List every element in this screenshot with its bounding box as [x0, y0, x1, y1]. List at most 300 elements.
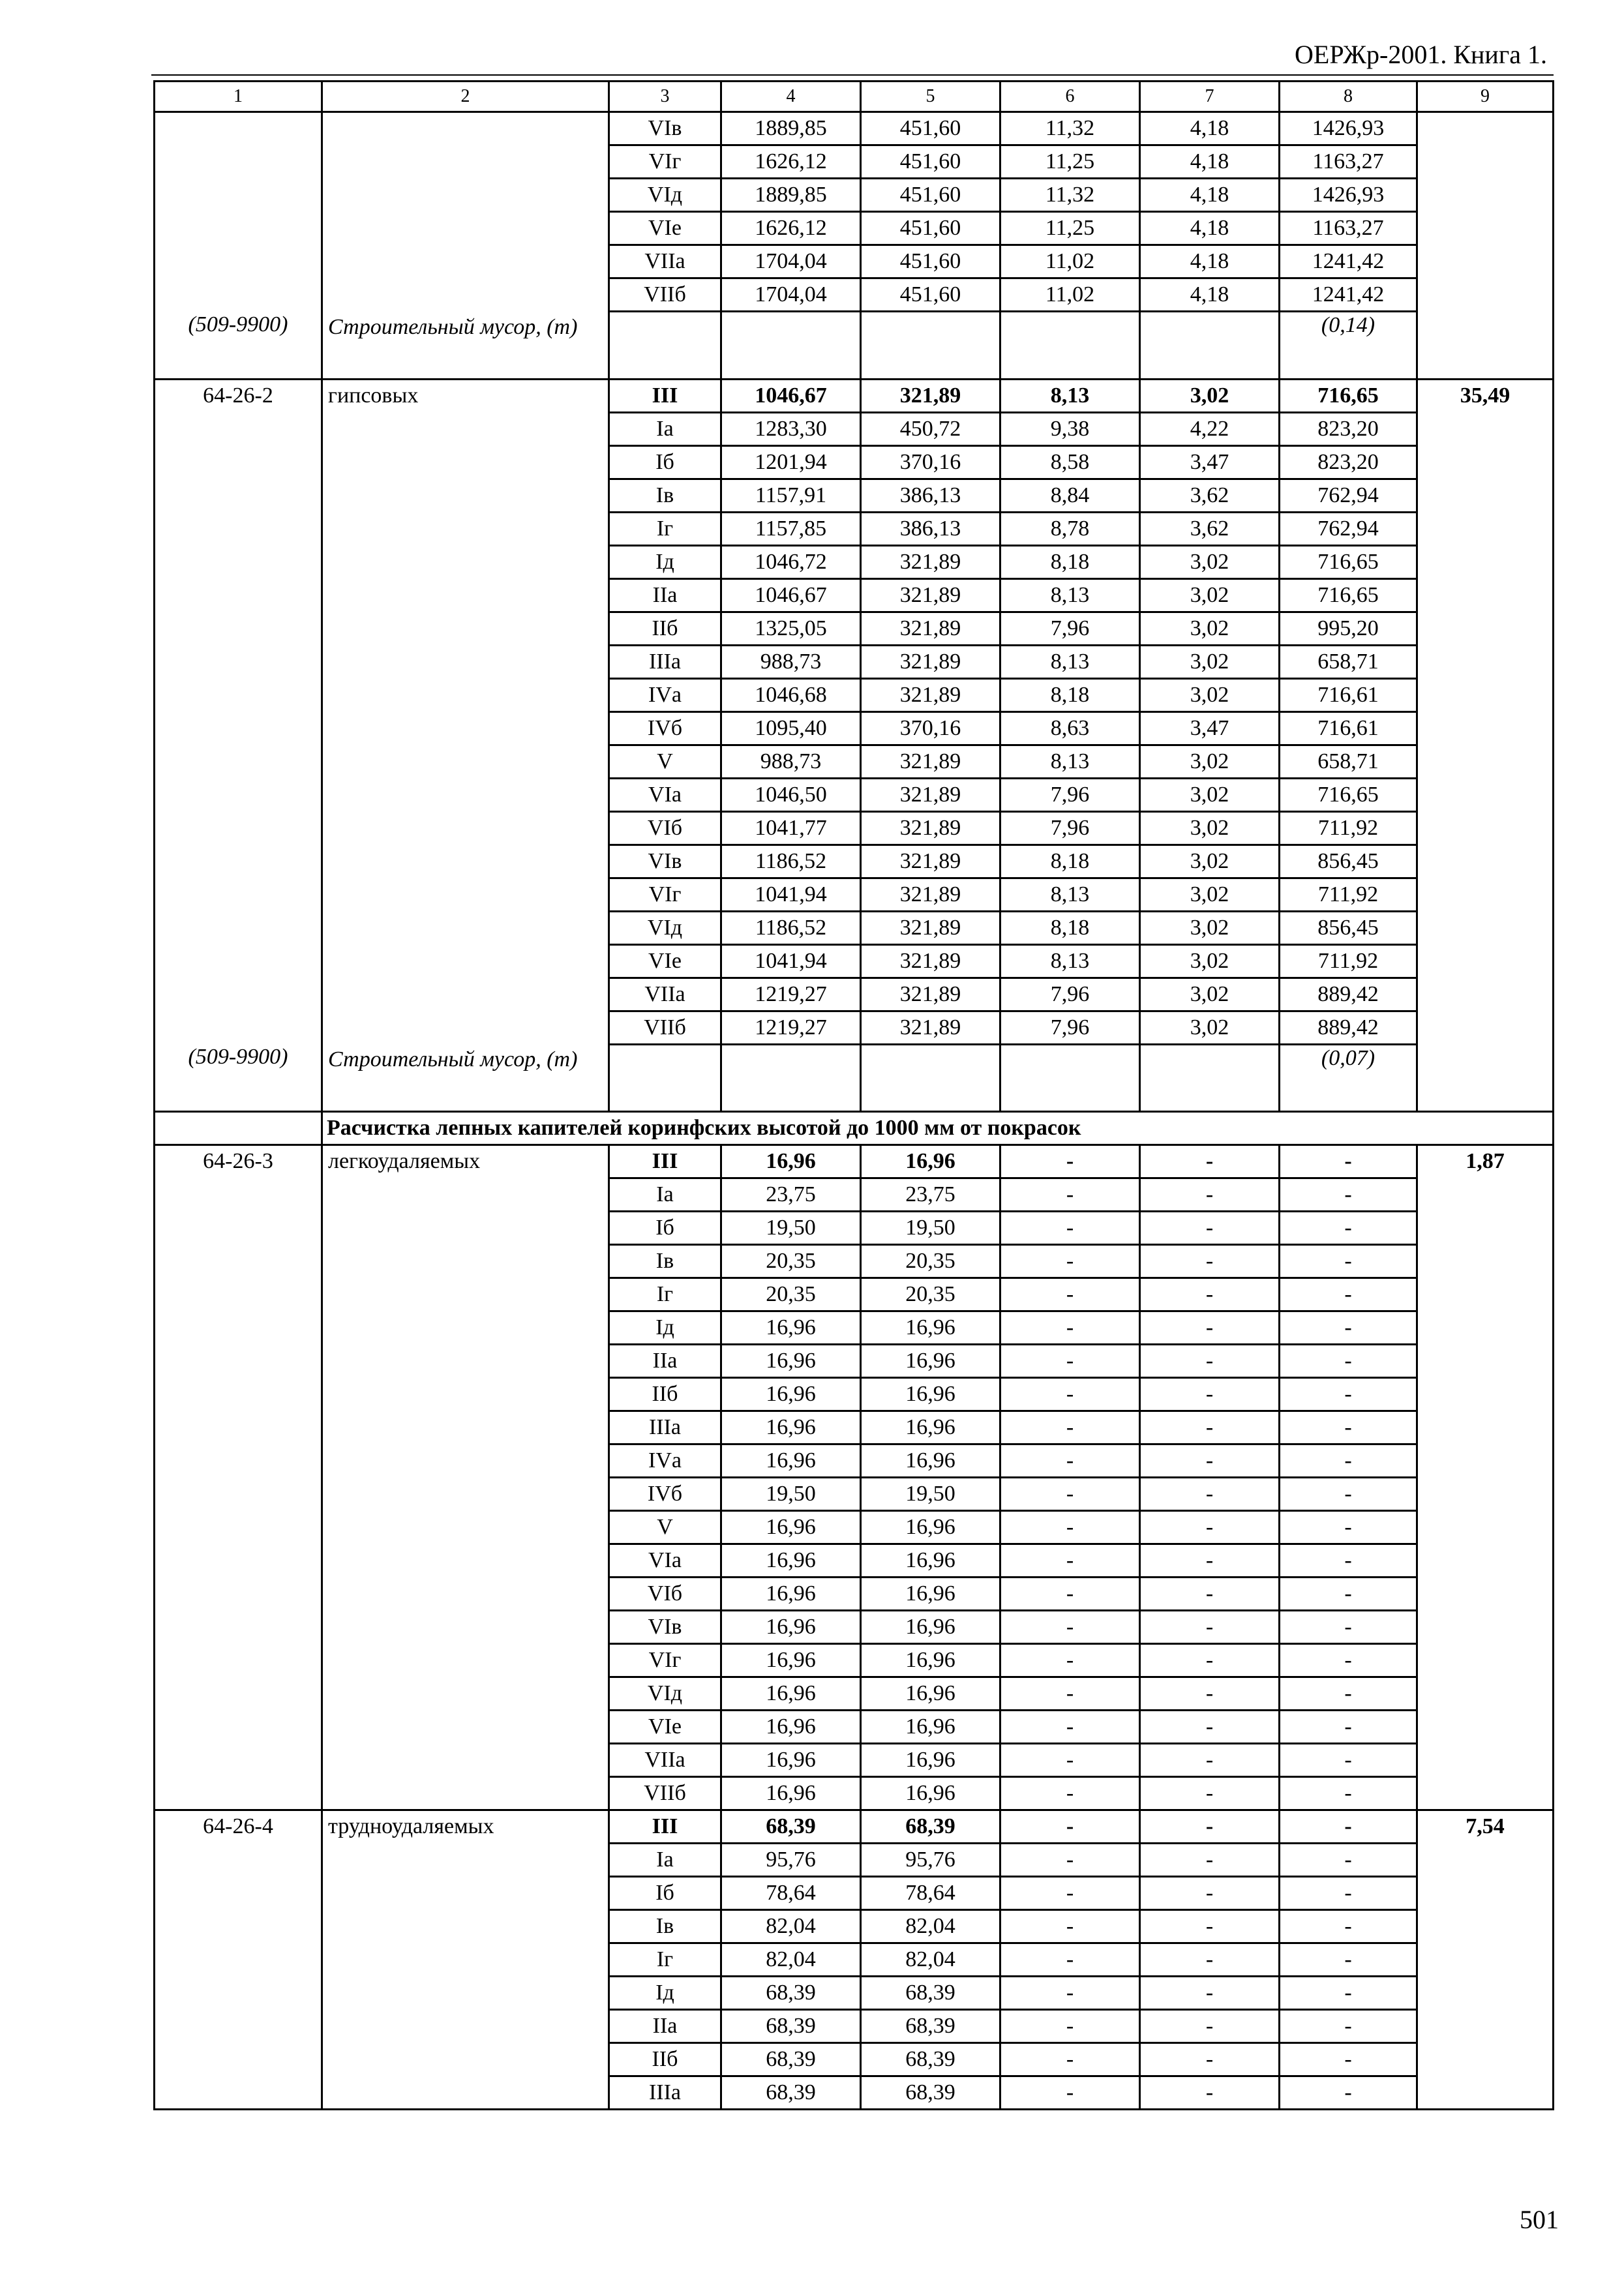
empty-cell: [721, 1044, 861, 1112]
cell-wages: 16,96: [861, 1644, 1000, 1677]
cell-machine-costs: -: [1000, 1744, 1140, 1777]
cell-wages: 386,13: [861, 479, 1000, 512]
waste-code: (509-9900): [155, 1044, 322, 1112]
cell-wages: 16,96: [861, 1777, 1000, 1810]
item-code: 64-26-4: [155, 1810, 322, 2110]
cell-machine-costs: -: [1000, 1212, 1140, 1245]
cell-machinist-wages: 3,02: [1140, 1011, 1280, 1044]
cell-direct-costs: 1704,04: [721, 245, 861, 278]
cell-wages: 370,16: [861, 445, 1000, 479]
cell-wages: 16,96: [861, 1511, 1000, 1544]
cell-price-group: VIб: [609, 811, 721, 845]
cell-materials: -: [1280, 1345, 1417, 1378]
cell-price-group: VIг: [609, 1644, 721, 1677]
cell-price-group: IIIа: [609, 1411, 721, 1444]
cell-price-group: IIIа: [609, 645, 721, 678]
cell-wages: 451,60: [861, 212, 1000, 245]
cell-materials: -: [1280, 1711, 1417, 1744]
cell-machine-costs: 11,02: [1000, 245, 1140, 278]
cell-direct-costs: 20,35: [721, 1278, 861, 1311]
cell-wages: 321,89: [861, 1011, 1000, 1044]
cell-price-group: VIе: [609, 944, 721, 978]
cell-direct-costs: 16,96: [721, 1644, 861, 1677]
cell-wages: 321,89: [861, 379, 1000, 412]
cell-wages: 95,76: [861, 1844, 1000, 1877]
cell-machine-costs: -: [1000, 1378, 1140, 1411]
cell-direct-costs: 1889,85: [721, 112, 861, 145]
cell-machinist-wages: 3,02: [1140, 645, 1280, 678]
cell-materials: -: [1280, 1212, 1417, 1245]
section-title: Расчистка лепных капителей коринфских высотой до 1000 мм от покрасок: [322, 1112, 1554, 1145]
cell-direct-costs: 16,96: [721, 1777, 861, 1810]
cell-materials: 1163,27: [1280, 212, 1417, 245]
cell-machinist-wages: -: [1140, 1345, 1280, 1378]
cell-wages: 16,96: [861, 1145, 1000, 1178]
cell-materials: -: [1280, 1844, 1417, 1877]
cell-direct-costs: 68,39: [721, 2076, 861, 2110]
cell-machinist-wages: -: [1140, 1245, 1280, 1278]
cell-price-group: V: [609, 745, 721, 778]
cell-machinist-wages: 3,02: [1140, 612, 1280, 645]
cell-price-group: III: [609, 1145, 721, 1178]
rates-table-body: [155, 82, 1554, 2110]
cell-wages: 16,96: [861, 1345, 1000, 1378]
cell-price-group: VIд: [609, 1677, 721, 1711]
cell-direct-costs: 16,96: [721, 1378, 861, 1411]
cell-machinist-wages: -: [1140, 1212, 1280, 1245]
empty-cell: [861, 1044, 1000, 1112]
cell-machinist-wages: -: [1140, 2010, 1280, 2043]
cell-price-group: Iд: [609, 1311, 721, 1345]
cell-materials: 716,65: [1280, 379, 1417, 412]
cell-machine-costs: 8,63: [1000, 711, 1140, 745]
cell-machinist-wages: -: [1140, 1611, 1280, 1644]
cell-machinist-wages: 3,47: [1140, 711, 1280, 745]
cell-direct-costs: 1046,50: [721, 778, 861, 811]
cell-direct-costs: 68,39: [721, 2043, 861, 2076]
cell-price-group: IVа: [609, 678, 721, 711]
cell-price-group: Iв: [609, 1910, 721, 1943]
cell-direct-costs: 16,96: [721, 1145, 861, 1178]
cell-direct-costs: 68,39: [721, 1810, 861, 1844]
cell-direct-costs: 1704,04: [721, 278, 861, 312]
cell-wages: 68,39: [861, 2043, 1000, 2076]
cell-machinist-wages: 3,62: [1140, 512, 1280, 545]
cell-wages: 16,96: [861, 1378, 1000, 1411]
cell-price-group: Iа: [609, 412, 721, 445]
construction-waste-row: [155, 1044, 1554, 1112]
cell-materials: 762,94: [1280, 479, 1417, 512]
cell-machine-costs: 7,96: [1000, 612, 1140, 645]
empty-cell: [1417, 1044, 1554, 1112]
cell-wages: 321,89: [861, 811, 1000, 845]
cell-materials: -: [1280, 1977, 1417, 2010]
cell-wages: 19,50: [861, 1478, 1000, 1511]
cell-materials: -: [1280, 1810, 1417, 1844]
cell-machinist-wages: 3,02: [1140, 778, 1280, 811]
cell-materials: -: [1280, 2043, 1417, 2076]
cell-wages: 20,35: [861, 1245, 1000, 1278]
cell-wages: 20,35: [861, 1278, 1000, 1311]
cell-machinist-wages: -: [1140, 2043, 1280, 2076]
cell-materials: -: [1280, 1544, 1417, 1578]
cell-machinist-wages: 3,02: [1140, 811, 1280, 845]
cell-machinist-wages: 3,02: [1140, 379, 1280, 412]
cell-wages: 68,39: [861, 2076, 1000, 2110]
cell-machine-costs: -: [1000, 1178, 1140, 1212]
cell-machinist-wages: -: [1140, 1943, 1280, 1977]
table-row: [155, 379, 1554, 412]
cell-machine-costs: 8,13: [1000, 645, 1140, 678]
cell-materials: 711,92: [1280, 878, 1417, 911]
cell-price-group: Iг: [609, 1278, 721, 1311]
cell-wages: 451,60: [861, 245, 1000, 278]
cell-machine-costs: 8,78: [1000, 512, 1140, 545]
page-number: 501: [1520, 2205, 1559, 2234]
cell-materials: -: [1280, 1677, 1417, 1711]
cell-wages: 16,96: [861, 1611, 1000, 1644]
col9-cell-continued: [1417, 112, 1554, 312]
cell-machinist-wages: 3,02: [1140, 878, 1280, 911]
cell-wages: 16,96: [861, 1411, 1000, 1444]
cell-price-group: VIе: [609, 1711, 721, 1744]
cell-materials: 711,92: [1280, 944, 1417, 978]
cell-machinist-wages: -: [1140, 1278, 1280, 1311]
cell-price-group: VIIб: [609, 1777, 721, 1810]
cell-price-group: VIв: [609, 112, 721, 145]
cell-price-group: VIа: [609, 1544, 721, 1578]
cell-machine-costs: -: [1000, 1943, 1140, 1977]
cell-wages: 451,60: [861, 278, 1000, 312]
cell-wages: 321,89: [861, 878, 1000, 911]
cell-wages: 23,75: [861, 1178, 1000, 1212]
cell-direct-costs: 20,35: [721, 1245, 861, 1278]
cell-machinist-wages: 3,02: [1140, 911, 1280, 944]
cell-materials: 856,45: [1280, 911, 1417, 944]
cell-price-group: IIа: [609, 2010, 721, 2043]
cell-machine-costs: 11,25: [1000, 212, 1140, 245]
cell-machinist-wages: -: [1140, 1311, 1280, 1345]
cell-price-group: IVб: [609, 711, 721, 745]
cell-wages: 321,89: [861, 612, 1000, 645]
cell-wages: 321,89: [861, 745, 1000, 778]
cell-price-group: V: [609, 1511, 721, 1544]
cell-materials: 658,71: [1280, 745, 1417, 778]
cell-materials: 1426,93: [1280, 179, 1417, 212]
cell-wages: 68,39: [861, 1810, 1000, 1844]
cell-price-group: Iа: [609, 1844, 721, 1877]
cell-price-group: IIIа: [609, 2076, 721, 2110]
column-header: 3: [609, 82, 721, 112]
cell-machinist-wages: 3,02: [1140, 745, 1280, 778]
cell-wages: 16,96: [861, 1544, 1000, 1578]
column-header: 2: [322, 82, 609, 112]
cell-materials: -: [1280, 1378, 1417, 1411]
cell-machine-costs: -: [1000, 1544, 1140, 1578]
empty-cell: [609, 312, 721, 380]
cell-machinist-wages: -: [1140, 1511, 1280, 1544]
cell-machinist-wages: 3,02: [1140, 678, 1280, 711]
cell-price-group: VIIб: [609, 278, 721, 312]
cell-machinist-wages: -: [1140, 1644, 1280, 1677]
empty-cell: [1417, 312, 1554, 380]
cell-machine-costs: -: [1000, 1910, 1140, 1943]
cell-direct-costs: 1219,27: [721, 1011, 861, 1044]
cell-materials: 711,92: [1280, 811, 1417, 845]
cell-direct-costs: 1626,12: [721, 145, 861, 179]
section-title-row: [155, 1112, 1554, 1145]
cell-machinist-wages: -: [1140, 1145, 1280, 1178]
cell-materials: -: [1280, 1411, 1417, 1444]
cell-machinist-wages: 4,18: [1140, 212, 1280, 245]
cell-machinist-wages: -: [1140, 1578, 1280, 1611]
cell-materials: 658,71: [1280, 645, 1417, 678]
cell-wages: 16,96: [861, 1578, 1000, 1611]
empty-cell: [609, 1044, 721, 1112]
cell-price-group: IIб: [609, 2043, 721, 2076]
cell-machine-costs: 8,13: [1000, 578, 1140, 612]
column-header: 6: [1000, 82, 1140, 112]
cell-machinist-wages: -: [1140, 1810, 1280, 1844]
cell-materials: 762,94: [1280, 512, 1417, 545]
cell-price-group: Iг: [609, 512, 721, 545]
cell-machine-costs: -: [1000, 2076, 1140, 2110]
cell-materials: 1426,93: [1280, 112, 1417, 145]
cell-machine-costs: -: [1000, 1877, 1140, 1910]
cell-direct-costs: 1095,40: [721, 711, 861, 745]
cell-direct-costs: 1201,94: [721, 445, 861, 479]
cell-machinist-wages: 3,02: [1140, 944, 1280, 978]
cell-materials: -: [1280, 1245, 1417, 1278]
cell-wages: 321,89: [861, 645, 1000, 678]
cell-machine-costs: -: [1000, 1644, 1140, 1677]
cell-machinist-wages: -: [1140, 1877, 1280, 1910]
table-row: [155, 1810, 1554, 1844]
cell-wages: 386,13: [861, 512, 1000, 545]
cell-machinist-wages: -: [1140, 1977, 1280, 2010]
cell-machine-costs: -: [1000, 1611, 1140, 1644]
cell-wages: 321,89: [861, 845, 1000, 878]
cell-wages: 16,96: [861, 1744, 1000, 1777]
item-name: легкоудаляемых: [322, 1145, 609, 1810]
cell-price-group: Iб: [609, 1877, 721, 1910]
cell-wages: 370,16: [861, 711, 1000, 745]
empty-cell: [1000, 1044, 1140, 1112]
waste-quantity: (0,14): [1280, 312, 1417, 380]
cell-machine-costs: -: [1000, 1711, 1140, 1744]
cell-wages: 16,96: [861, 1311, 1000, 1345]
cell-price-group: Iв: [609, 479, 721, 512]
cell-machinist-wages: -: [1140, 1444, 1280, 1478]
empty-cell: [1140, 1044, 1280, 1112]
cell-machinist-wages: -: [1140, 1777, 1280, 1810]
table-row: [155, 112, 1554, 145]
cell-machine-costs: 7,96: [1000, 978, 1140, 1011]
cell-direct-costs: 16,96: [721, 1711, 861, 1744]
document-header-title: ОЕРЖр-2001. Книга 1.: [1295, 40, 1547, 69]
cell-materials: -: [1280, 2010, 1417, 2043]
cell-price-group: Iд: [609, 1977, 721, 2010]
cell-materials: 716,65: [1280, 578, 1417, 612]
cell-machinist-wages: 4,18: [1140, 245, 1280, 278]
cell-machine-costs: -: [1000, 1245, 1140, 1278]
cell-materials: -: [1280, 1611, 1417, 1644]
cell-direct-costs: 16,96: [721, 1511, 861, 1544]
empty-cell: [1000, 312, 1140, 380]
cell-direct-costs: 1186,52: [721, 911, 861, 944]
cell-wages: 82,04: [861, 1943, 1000, 1977]
cell-wages: 321,89: [861, 545, 1000, 578]
cell-price-group: III: [609, 1810, 721, 1844]
cell-price-group: Iг: [609, 1943, 721, 1977]
column-header: 5: [861, 82, 1000, 112]
cell-materials: 1241,42: [1280, 278, 1417, 312]
cell-direct-costs: 82,04: [721, 1910, 861, 1943]
cell-wages: 82,04: [861, 1910, 1000, 1943]
cell-machine-costs: -: [1000, 1777, 1140, 1810]
cell-materials: -: [1280, 1777, 1417, 1810]
cell-wages: 451,60: [861, 179, 1000, 212]
cell-direct-costs: 1041,94: [721, 878, 861, 911]
cell-direct-costs: 1157,91: [721, 479, 861, 512]
cell-direct-costs: 1186,52: [721, 845, 861, 878]
cell-machine-costs: -: [1000, 1478, 1140, 1511]
cell-price-group: VIIа: [609, 978, 721, 1011]
cell-price-group: Iб: [609, 445, 721, 479]
cell-machine-costs: -: [1000, 1977, 1140, 2010]
cell-machine-costs: 8,84: [1000, 479, 1140, 512]
cell-machine-costs: 8,13: [1000, 379, 1140, 412]
cell-direct-costs: 1626,12: [721, 212, 861, 245]
column-header: 7: [1140, 82, 1280, 112]
cell-machinist-wages: 4,18: [1140, 179, 1280, 212]
cell-materials: 716,61: [1280, 678, 1417, 711]
cell-price-group: IVа: [609, 1444, 721, 1478]
cell-wages: 321,89: [861, 978, 1000, 1011]
labor-cost: 1,87: [1417, 1145, 1554, 1810]
cell-machine-costs: 8,13: [1000, 745, 1140, 778]
waste-code: (509-9900): [155, 312, 322, 380]
cell-direct-costs: 1325,05: [721, 612, 861, 645]
waste-name: Строительный мусор, (т): [322, 312, 609, 380]
cell-machine-costs: 8,18: [1000, 545, 1140, 578]
cell-price-group: VIа: [609, 778, 721, 811]
cell-materials: 716,65: [1280, 545, 1417, 578]
cell-machine-costs: 9,38: [1000, 412, 1140, 445]
cell-machine-costs: 11,32: [1000, 112, 1140, 145]
column-header: 1: [155, 82, 322, 112]
cell-direct-costs: 16,96: [721, 1578, 861, 1611]
cell-direct-costs: 988,73: [721, 645, 861, 678]
cell-direct-costs: 1041,77: [721, 811, 861, 845]
cell-machinist-wages: 4,22: [1140, 412, 1280, 445]
cell-machine-costs: -: [1000, 2043, 1140, 2076]
waste-quantity: (0,07): [1280, 1044, 1417, 1112]
cell-materials: 823,20: [1280, 412, 1417, 445]
cell-price-group: Iв: [609, 1245, 721, 1278]
cell-machine-costs: -: [1000, 1411, 1140, 1444]
cell-machinist-wages: -: [1140, 1411, 1280, 1444]
construction-waste-row: [155, 312, 1554, 380]
cell-price-group: IIа: [609, 1345, 721, 1378]
cell-price-group: IIб: [609, 1378, 721, 1411]
cell-machinist-wages: -: [1140, 1544, 1280, 1578]
cell-machinist-wages: 4,18: [1140, 145, 1280, 179]
empty-cell: [861, 312, 1000, 380]
cell-machinist-wages: 3,02: [1140, 845, 1280, 878]
cell-direct-costs: 16,96: [721, 1611, 861, 1644]
cell-machinist-wages: -: [1140, 1711, 1280, 1744]
cell-wages: 16,96: [861, 1677, 1000, 1711]
cell-wages: 19,50: [861, 1212, 1000, 1245]
cell-materials: -: [1280, 1311, 1417, 1345]
table-row: [155, 1145, 1554, 1178]
name-cell-continued: [322, 112, 609, 312]
waste-name: Строительный мусор, (т): [322, 1044, 609, 1112]
cell-machine-costs: -: [1000, 1145, 1140, 1178]
cell-wages: 16,96: [861, 1711, 1000, 1744]
cell-materials: 823,20: [1280, 445, 1417, 479]
cell-machine-costs: 8,13: [1000, 944, 1140, 978]
cell-materials: -: [1280, 1877, 1417, 1910]
cell-price-group: VIIа: [609, 1744, 721, 1777]
cell-machinist-wages: 3,62: [1140, 479, 1280, 512]
cell-direct-costs: 16,96: [721, 1345, 861, 1378]
empty-cell: [1140, 312, 1280, 380]
cell-direct-costs: 1889,85: [721, 179, 861, 212]
cell-machinist-wages: 4,18: [1140, 278, 1280, 312]
cell-wages: 451,60: [861, 112, 1000, 145]
cell-price-group: IVб: [609, 1478, 721, 1511]
cell-wages: 450,72: [861, 412, 1000, 445]
cell-price-group: VIг: [609, 878, 721, 911]
cell-materials: 889,42: [1280, 1011, 1417, 1044]
cell-wages: 321,89: [861, 944, 1000, 978]
code-cell-continued: [155, 112, 322, 312]
cell-price-group: VIв: [609, 845, 721, 878]
cell-materials: -: [1280, 1145, 1417, 1178]
column-header-row: [155, 82, 1554, 112]
cell-price-group: VIIа: [609, 245, 721, 278]
cell-machine-costs: -: [1000, 2010, 1140, 2043]
cell-wages: 321,89: [861, 678, 1000, 711]
empty-cell: [155, 1112, 322, 1145]
cell-wages: 16,96: [861, 1444, 1000, 1478]
cell-materials: -: [1280, 2076, 1417, 2110]
cell-materials: -: [1280, 1943, 1417, 1977]
cell-machinist-wages: -: [1140, 2076, 1280, 2110]
cell-wages: 78,64: [861, 1877, 1000, 1910]
cell-machine-costs: 11,32: [1000, 179, 1140, 212]
cell-machine-costs: 11,02: [1000, 278, 1140, 312]
cell-machinist-wages: 3,02: [1140, 578, 1280, 612]
cell-price-group: VIIб: [609, 1011, 721, 1044]
cell-price-group: Iд: [609, 545, 721, 578]
header-rule: [151, 74, 1554, 76]
cell-direct-costs: 16,96: [721, 1677, 861, 1711]
cell-machine-costs: 8,18: [1000, 678, 1140, 711]
cell-direct-costs: 1046,67: [721, 578, 861, 612]
cell-materials: -: [1280, 1511, 1417, 1544]
column-header: 4: [721, 82, 861, 112]
cell-materials: -: [1280, 1444, 1417, 1478]
cell-price-group: VIб: [609, 1578, 721, 1611]
cell-direct-costs: 19,50: [721, 1212, 861, 1245]
cell-direct-costs: 1046,67: [721, 379, 861, 412]
cell-direct-costs: 1219,27: [721, 978, 861, 1011]
cell-price-group: VIд: [609, 911, 721, 944]
cell-direct-costs: 1157,85: [721, 512, 861, 545]
